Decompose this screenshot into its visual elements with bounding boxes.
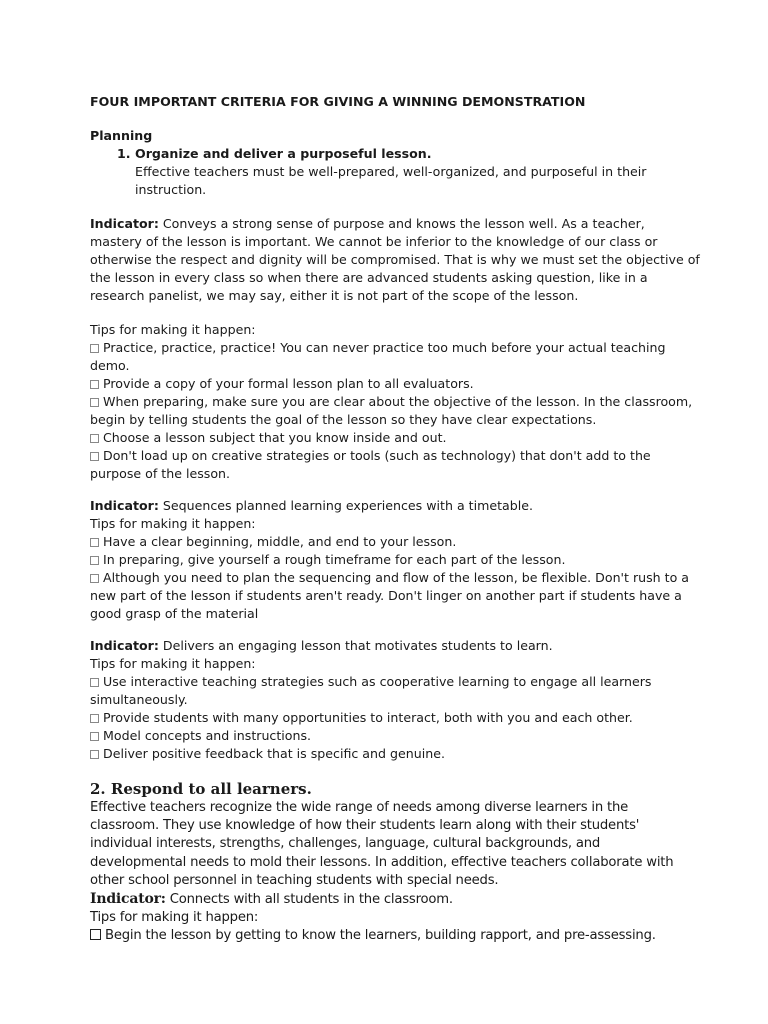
- tips-heading: Tips for making it happen:: [90, 910, 259, 926]
- document-title: FOUR IMPORTANT CRITERIA FOR GIVING A WINNING DEMONSTRATION: [90, 94, 586, 109]
- indicator-3-block: Indicator: Delivers an engaging lesson that motivates students to learn. Tips for making it happen: Use interactive teaching strategies such as cooperative learning to engage all learners simultaneously. Provide students with many opportunities to interact, both with you and each other. Model concepts and instructions. Deliver positive feedback that is specific and genuine.: [90, 637, 708, 763]
- indicator-label: Indicator:: [90, 498, 159, 513]
- section-2-heading: 2. Respond to all learners.: [90, 780, 312, 798]
- checkbox-icon: [90, 732, 99, 741]
- indicator-2-block: Indicator: Sequences planned learning experiences with a timetable. Tips for making it happen: Have a clear beginning, middle, and end to your lesson. In preparing, give yourself a rough timeframe for each part of the lesson. Although you need to plan the sequencing and flow of the lesson, be flexible. Don't rush to a new part of the lesson if students aren't ready. Don't linger on another part if students have a good grasp of the material: [90, 497, 708, 623]
- checkbox-icon: [90, 434, 99, 443]
- checkbox-icon: [90, 556, 99, 565]
- item-1-number: 1.: [117, 146, 131, 161]
- checkbox-icon: [90, 750, 99, 759]
- section-2: 2. Respond to all learners. Effective teachers recognize the wide range of needs among diverse learners in the classroom. They use knowledge of how their students learn along with their students' individual interests, strengths, challenges, language, cultural backgrounds, and developmental needs to mold their lessons. In addition, effective teachers collaborate with other school personnel in teaching students with special needs. Indicator: Connects with all students in the classroom. Tips for making it happen: Begin the lesson by getting to know the learners, building rapport, and pre-assessing.: [90, 779, 708, 946]
- tips-1-list: Tips for making it happen: Practice, practice, practice! You can never practice too much before your actual teaching demo. Provide a copy of your formal lesson plan to all evaluators. When preparing, make sure you are clear about the objective of the lesson. In the classroom, begin by telling students the goal of the lesson so they have clear expectations. Choose a lesson subject that you know inside and out. Don't load up on creative strategies or tools (such as technology) that don't add to the purpose of the lesson.: [90, 321, 708, 483]
- checkbox-icon: [90, 380, 99, 389]
- indicator-label: Indicator:: [90, 891, 166, 908]
- checkbox-icon: [90, 574, 99, 583]
- checkbox-icon: [90, 678, 99, 687]
- checkbox-icon: [90, 929, 101, 940]
- indicator-label: Indicator:: [90, 216, 159, 231]
- item-1-body-line: instruction.: [135, 182, 207, 197]
- checkbox-icon: [90, 398, 99, 407]
- checkbox-icon: [90, 714, 99, 723]
- checkbox-icon: [90, 344, 99, 353]
- planning-label: Planning: [90, 128, 153, 143]
- checkbox-icon: [90, 452, 99, 461]
- tips-heading: Tips for making it happen:: [90, 322, 256, 337]
- item-1-body-line: Effective teachers must be well-prepared, well-organized, and purposeful in their: [135, 164, 647, 179]
- tips-heading: Tips for making it happen:: [90, 656, 256, 671]
- tips-heading: Tips for making it happen:: [90, 516, 256, 531]
- indicator-label: Indicator:: [90, 638, 159, 653]
- checkbox-icon: [90, 538, 99, 547]
- item-1-heading: 1. Organize and deliver a purposeful lesson.: [117, 146, 432, 161]
- indicator-1-paragraph: Indicator: Conveys a strong sense of purpose and knows the lesson well. As a teacher, mastery of the lesson is important. We cannot be inferior to the knowledge of our class or otherwise the respect and dignity will be compromised. That is why we must set the objective of the lesson in every class so when there are advanced students asking question, like in a research panelist, we may say, either it is not part of the scope of the lesson.: [90, 216, 700, 303]
